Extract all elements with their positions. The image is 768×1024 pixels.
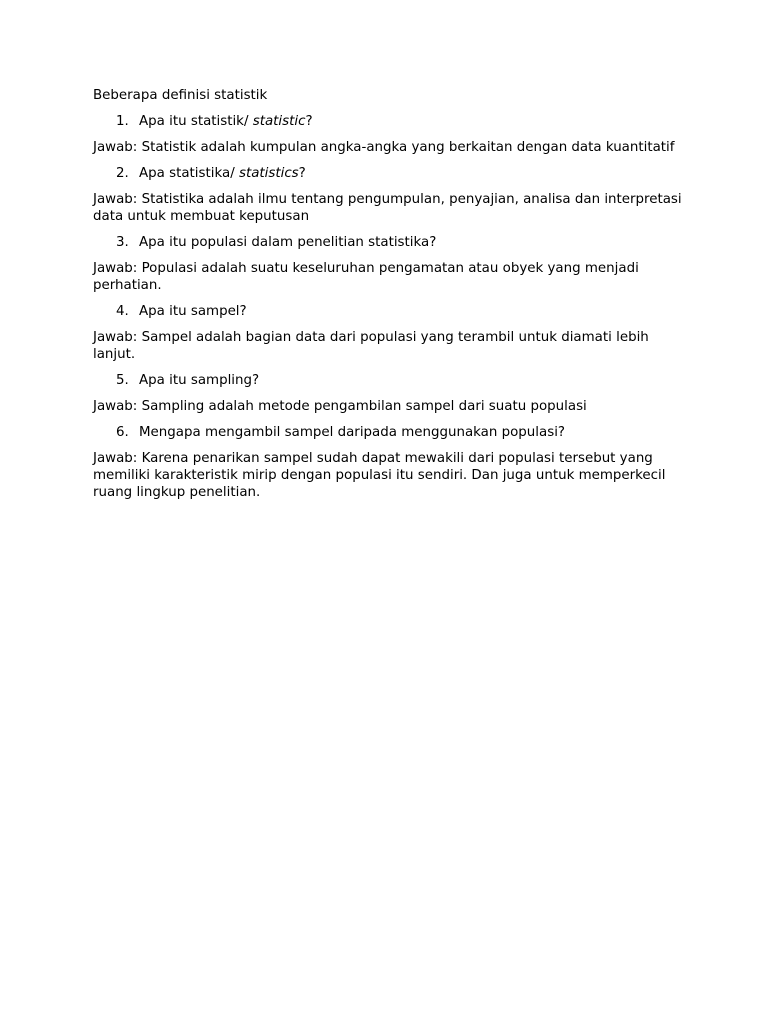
question-5 <box>93 372 683 389</box>
question-suffix: ? <box>298 166 306 181</box>
question-text: Mengapa mengambil sampel daripada menggunakan populasi? <box>139 425 566 440</box>
answer-3: Jawab: Populasi adalah suatu keseluruhan pengamatan atau obyek yang menjadi perhatian. <box>93 261 639 293</box>
question-number: 6. <box>116 425 129 440</box>
question-text: Apa itu sampel? <box>139 304 247 319</box>
question-6 <box>93 424 683 441</box>
question-number: 3. <box>116 235 129 250</box>
question-number: 2. <box>116 166 129 181</box>
document-title: Beberapa definisi statistik <box>93 88 268 103</box>
question-suffix: ? <box>305 114 313 129</box>
question-text: Apa itu sampling? <box>139 373 260 388</box>
question-2 <box>93 165 683 182</box>
question-1 <box>93 113 683 130</box>
question-3 <box>93 234 683 251</box>
question-text: Apa itu populasi dalam penelitian statistika? <box>139 235 437 250</box>
question-number: 1. <box>116 114 129 129</box>
question-italic-term: statistic <box>252 114 306 129</box>
answer-5: Jawab: Sampling adalah metode pengambilan sampel dari suatu populasi <box>93 399 587 414</box>
question-number: 5. <box>116 373 129 388</box>
question-text: Apa statistika/ <box>139 166 239 181</box>
answer-2: Jawab: Statistika adalah ilmu tentang pengumpulan, penyajian, analisa dan interpretasi data untuk membuat keputusan <box>93 192 682 224</box>
answer-4: Jawab: Sampel adalah bagian data dari populasi yang terambil untuk diamati lebih lanjut. <box>93 330 649 362</box>
document-page <box>93 87 683 510</box>
answer-6: Jawab: Karena penarikan sampel sudah dapat mewakili dari populasi tersebut yang memiliki karakteristik mirip dengan populasi itu sendiri. Dan juga untuk memperkecil ruang lingkup penelitian. <box>93 451 666 500</box>
question-4 <box>93 303 683 320</box>
answer-1: Jawab: Statistik adalah kumpulan angka-angka yang berkaitan dengan data kuantitatif <box>93 140 675 155</box>
question-text: Apa itu statistik/ <box>139 114 253 129</box>
question-number: 4. <box>116 304 129 319</box>
question-italic-term: statistics <box>238 166 299 181</box>
